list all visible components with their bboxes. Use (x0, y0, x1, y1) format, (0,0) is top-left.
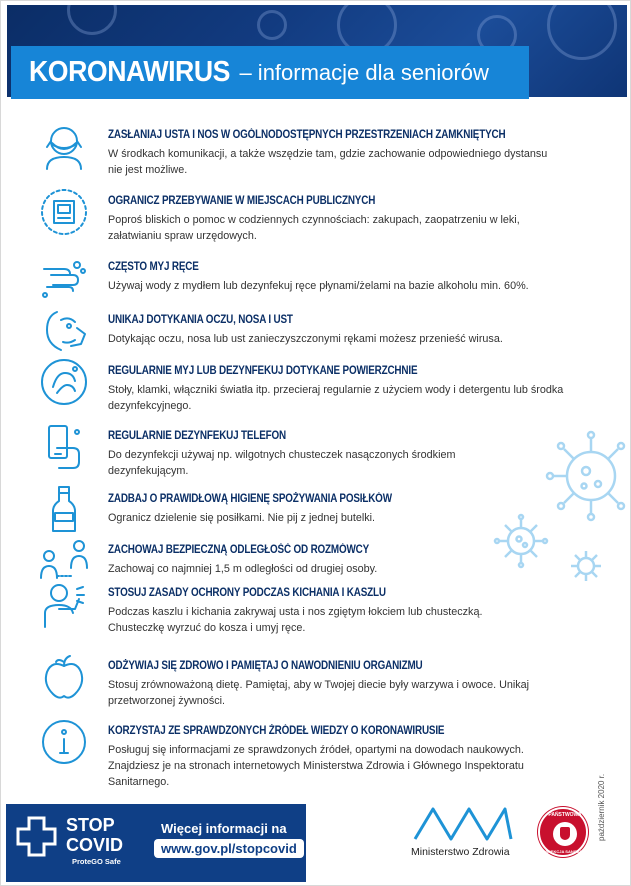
guideline-text: Posługuj się informacjami ze sprawdzonych źródeł, opartymi na dowodach naukowych. Znajdziesz je na stronach internetowych Ministerstwa Zdrowia i Głównego Inspektoratu Sanitarnego. (108, 744, 524, 788)
guideline-text: Zachowaj co najmniej 1,5 m odległości od drugiej osoby. (108, 563, 378, 575)
guideline-text: Do dezynfekcji używaj np. wilgotnych chusteczek nasączonych środkiem dezynfekującym. (108, 449, 456, 477)
guideline-title: REGULARNIE DEZYNFEKUJ TELEFON (108, 430, 286, 442)
guideline-title: OGRANICZ PRZEBYWANIE W MIEJSCACH PUBLICZNYCH (108, 195, 376, 207)
guideline-text: Poproś bliskich o pomoc w codziennych czynnościach: zakupach, zaopatrzeniu w leki, załatwianiu spraw urzędowych. (108, 214, 520, 242)
guideline-title: ZADBAJ O PRAWIDŁOWĄ HIGIENĘ SPOŻYWANIA POSIŁKÓW (108, 493, 392, 505)
sanitary-inspection-seal (538, 807, 588, 857)
seal-bottom-text: INSPEKCJA SANITARNA (541, 849, 589, 854)
footer-banner (6, 804, 306, 882)
guideline-text: Dotykając oczu, nosa lub ust zanieczyszczonymi rękami możesz przenieść wirusa. (108, 333, 503, 345)
guideline-title: STOSUJ ZASADY OCHRONY PODCZAS KICHANIA I KASZLU (108, 587, 386, 599)
stop-covid-line1: STOP (66, 815, 115, 835)
ministry-name: Ministerstwo Zdrowia (411, 846, 510, 858)
clean-surface-icon (39, 357, 89, 407)
publication-date: październik 2020 r. (597, 773, 606, 841)
guideline-text: Używaj wody z mydłem lub dezynfekuj ręce płynami/żelami na bazie alkoholu min. 60%. (108, 280, 529, 292)
guideline-text: Stosuj zrównoważoną dietę. Pamiętaj, aby w Twojej diecie były warzywa i owoce. Unikaj przetworzonej żywności. (108, 679, 530, 707)
cross-logo-icon (14, 814, 59, 859)
guideline-text: Podczas kaszlu i kichania zakrywaj usta i nos zgiętym łokciem lub chusteczką. Chusteczkę wyrzuć do kosza i umyj ręce. (108, 606, 483, 634)
guideline-title: REGULARNIE MYJ LUB DEZYNFEKUJ DOTYKANE POWIERZCHNIE (108, 365, 418, 377)
wash-hands-icon (39, 253, 89, 303)
cough-icon (39, 579, 89, 629)
stop-covid-line2: COVID (66, 835, 124, 855)
bottle-icon (39, 485, 89, 535)
guideline-title: UNIKAJ DOTYKANIA OCZU, NOSA I UST (108, 314, 293, 326)
more-info-text: Więcej informacji na (161, 821, 287, 836)
website-link[interactable]: www.gov.pl/stopcovid (154, 839, 304, 858)
guideline-title: ZACHOWAJ BEZPIECZNĄ ODLEGŁOŚĆ OD ROZMÓWCY (108, 544, 370, 556)
title-subtitle: – informacje dla seniorów (239, 59, 489, 85)
guideline-title: ZASŁANIAJ USTA I NOS W OGÓLNODOSTĘPNYCH PRZESTRZENIACH ZAMKNIĘTYCH (108, 129, 506, 141)
guideline-text: Stoły, klamki, włączniki światła itp. przecieraj regularnie z użyciem wody i detergentu lub środka dezynfekcyjnego. (108, 384, 564, 412)
seal-top-text: PAŃSTWOWA (548, 812, 582, 818)
title-strong: KORONAWIRUS (29, 56, 230, 88)
info-icon (39, 717, 89, 767)
apple-icon (39, 652, 89, 702)
phone-disinfect-icon (39, 422, 89, 472)
guideline-title: CZĘSTO MYJ RĘCE (108, 261, 199, 273)
guideline-title: KORZYSTAJ ZE SPRAWDZONYCH ŹRÓDEŁ WIEDZY O KORONAWIRUSIE (108, 725, 445, 737)
guideline-text: W środkach komunikacji, a także wszędzie tam, gdzie zachowanie odpowiedniego dystansu nie jest możliwe. (108, 148, 548, 176)
page-title (11, 46, 529, 99)
touch-face-icon (39, 306, 89, 356)
protego-label: ProteGO Safe (72, 857, 121, 866)
face-mask-icon (39, 121, 89, 171)
guideline-title: ODŻYWIAJ SIĘ ZDROWO I PAMIĘTAJ O NAWODNIENIU ORGANIZMU (108, 660, 423, 672)
virus-decoration-tiny (566, 546, 606, 586)
public-place-icon (39, 187, 89, 237)
eagle-emblem-icon (553, 822, 577, 846)
guideline-text: Ogranicz dzielenie się posiłkami. Nie pij z jednej butelki. (108, 512, 376, 524)
